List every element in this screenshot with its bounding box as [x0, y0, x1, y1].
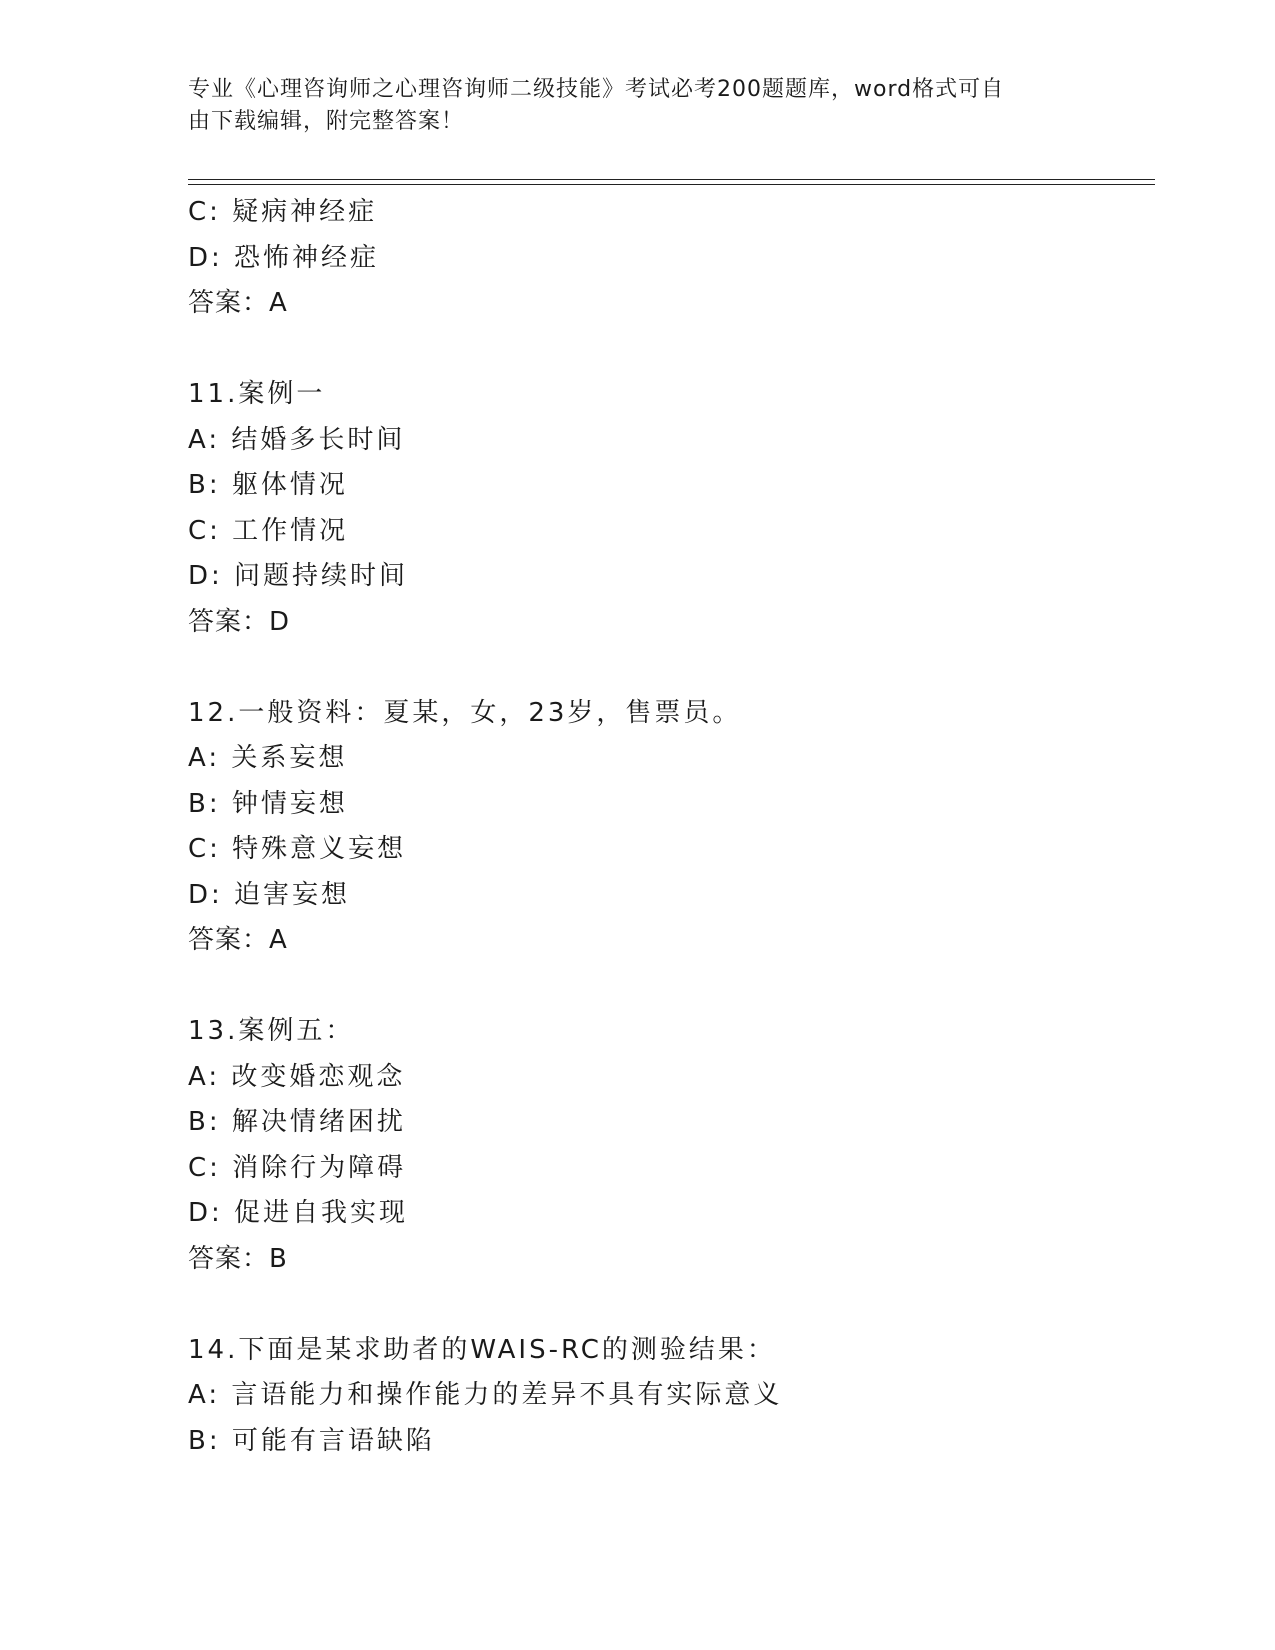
question-content: [188, 190, 1148, 1464]
question-title: 14.下面是某求助者的WAIS-RC的测验结果：: [188, 1334, 776, 1365]
option-b: B: 解决情绪困扰: [188, 1107, 406, 1137]
option-d: D: 促进自我实现: [188, 1198, 409, 1228]
spacer: [188, 645, 1148, 691]
option-a: A: 改变婚恋观念: [188, 1061, 406, 1092]
option-c: C: 工作情况: [188, 515, 349, 546]
header-divider-top: [188, 179, 1155, 180]
option-c: C: 疑病神经症: [188, 197, 378, 227]
option-a: A: 结婚多长时间: [188, 424, 406, 455]
option-c: C: 消除行为障碍: [188, 1152, 407, 1183]
spacer: [188, 964, 1148, 1010]
header-line-2: 由下载编辑，附完整答案！: [188, 109, 465, 134]
option-b: B: 躯体情况: [188, 470, 348, 500]
answer-line: 答案：A: [188, 288, 288, 318]
question-title: 13.案例五：: [188, 1016, 355, 1046]
answer-line: 答案：B: [188, 1243, 288, 1274]
option-b: B: 钟情妄想: [188, 788, 348, 819]
option-b: B: 可能有言语缺陷: [188, 1425, 435, 1456]
document-header: [188, 74, 1088, 138]
option-a: A: 言语能力和操作能力的差异不具有实际意义: [188, 1380, 783, 1410]
answer-line: 答案：D: [188, 606, 291, 637]
spacer: [188, 327, 1148, 373]
header-divider-bottom: [188, 184, 1155, 185]
option-d: D: 恐怖神经症: [188, 242, 380, 273]
question-title: 11.案例一: [188, 379, 326, 409]
answer-line: 答案：A: [188, 925, 288, 955]
spacer: [188, 1282, 1148, 1328]
header-line-1: 专业《心理咨询师之心理咨询师二级技能》考试必考200题题库，word格式可自: [188, 77, 1005, 102]
option-a: A: 关系妄想: [188, 743, 348, 773]
option-c: C: 特殊意义妄想: [188, 834, 407, 864]
option-d: D: 迫害妄想: [188, 879, 351, 910]
question-title: 12.一般资料：夏某，女，23岁，售票员。: [188, 697, 742, 728]
option-d: D: 问题持续时间: [188, 561, 409, 591]
